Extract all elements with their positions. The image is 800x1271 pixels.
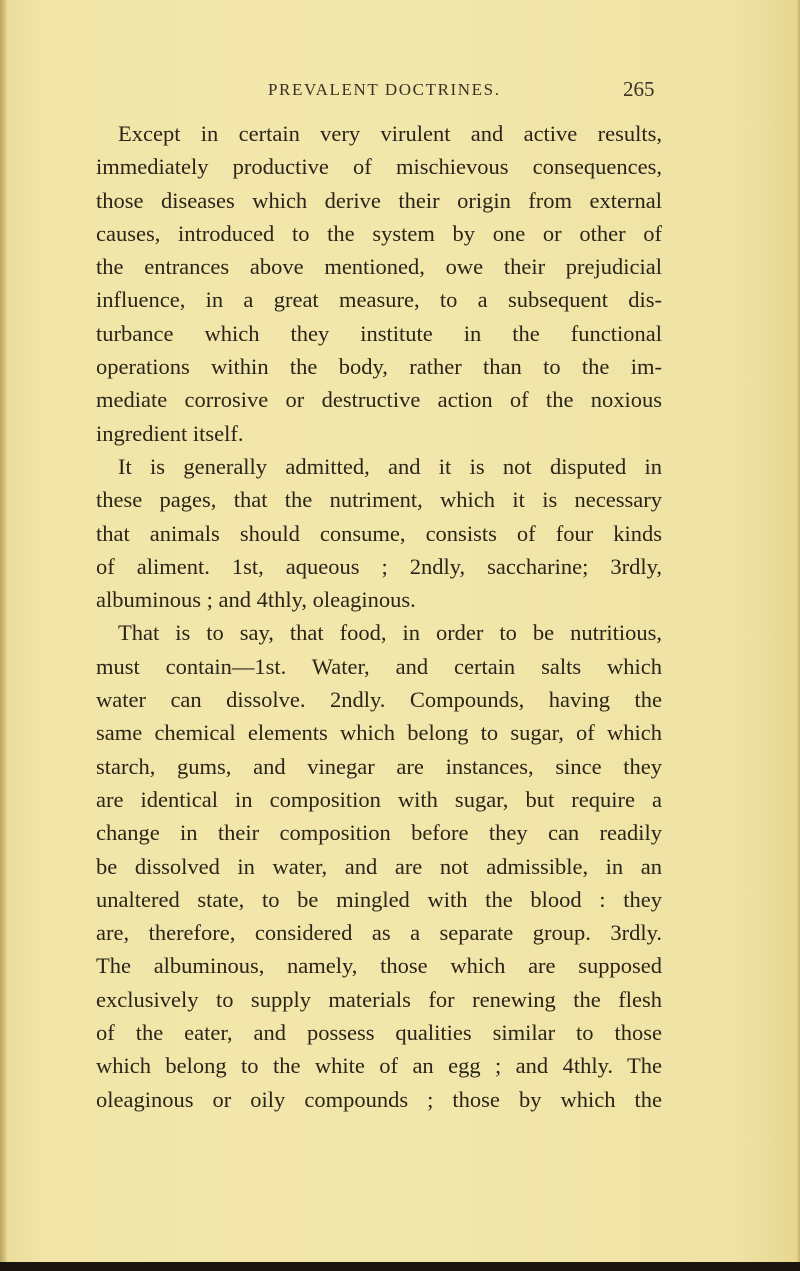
text-line: operations within the body, rather than to the im- [96,354,662,380]
text-line: albuminous ; and 4thly, oleaginous. [96,587,416,613]
text-line: of the eater, and possess qualities similar to those [96,1020,662,1046]
text-line: That is to say, that food, in order to be nutritious, [118,620,662,646]
text-line: are, therefore, considered as a separate group. 3rdly. [96,920,662,946]
text-line: It is generally admitted, and it is not disputed in [118,453,662,479]
text-line: starch, gums, and vinegar are instances, since they [96,753,662,779]
text-line: these pages, that the nutriment, which it is necessary [96,487,662,513]
text-line: that animals should consume, consists of four kinds [96,520,662,546]
text-line: oleaginous or oily compounds ; those by which the [96,1086,662,1112]
text-line: same chemical elements which belong to sugar, of which [96,720,662,746]
text-line: must contain—1st. Water, and certain salts which [96,653,662,679]
text-line: water can dissolve. 2ndly. Compounds, having the [96,687,662,713]
text-line: those diseases which derive their origin from external [96,187,662,213]
page-number: 265 [623,77,655,101]
page-left-edge [0,0,7,1271]
text-line: ingredient itself. [96,420,244,446]
text-line: the entrances above mentioned, owe their prejudicial [96,254,662,280]
text-line: which belong to the white of an egg ; and 4thly. The [96,1053,662,1079]
page-right-edge [796,0,800,1271]
text-line: immediately productive of mischievous consequences, [96,154,662,180]
text-line: are identical in composition with sugar, but require a [96,786,662,812]
text-line: influence, in a great measure, to a subsequent dis- [96,287,662,313]
running-head: PREVALENT DOCTRINES. [268,80,501,99]
body-text [96,117,662,1116]
text-line: The albuminous, namely, those which are supposed [96,953,662,979]
text-line: of aliment. 1st, aqueous ; 2ndly, saccharine; 3rdly, [96,553,662,579]
text-line: Except in certain very virulent and active results, [118,121,662,146]
text-line: mediate corrosive or destructive action of the noxious [96,387,662,413]
text-line: exclusively to supply materials for renewing the flesh [96,986,662,1012]
text-line: unaltered state, to be mingled with the blood : they [96,886,662,912]
text-line: causes, introduced to the system by one or other of [96,220,662,246]
text-line: change in their composition before they can readily [96,820,662,846]
text-line: be dissolved in water, and are not admissible, in an [96,853,662,879]
page-bottom-shadow [0,1262,800,1271]
text-line: turbance which they institute in the functional [96,320,662,346]
